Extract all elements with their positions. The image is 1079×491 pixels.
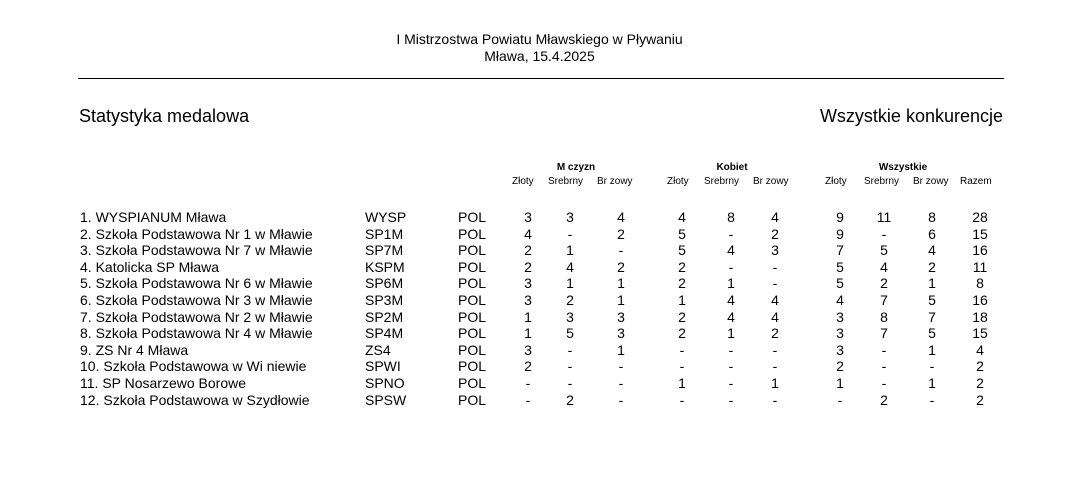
team-name: 8. Szkoła Podstawowa Nr 4 w Mławie bbox=[80, 325, 313, 342]
women-silver-cell: 4 bbox=[727, 242, 735, 259]
women-silver-cell: - bbox=[728, 341, 734, 358]
team-country: POL bbox=[458, 308, 487, 325]
all-bronze-cell: 5 bbox=[928, 325, 936, 342]
men-silver-cell: - bbox=[567, 375, 573, 391]
team-country: POL bbox=[458, 209, 487, 225]
team-name: 7. Szkoła Podstawowa Nr 2 w Mławie bbox=[80, 308, 313, 325]
men-gold-cell: 1 bbox=[524, 325, 532, 342]
men-bronze-header: Br zowy bbox=[597, 176, 633, 187]
women-silver-cell: 4 bbox=[727, 292, 735, 308]
men-gold-cell: 2 bbox=[524, 358, 532, 375]
table-row bbox=[0, 358, 1079, 375]
women-bronze-cell: - bbox=[772, 258, 778, 275]
women-silver-cell: 4 bbox=[727, 308, 735, 325]
all-bronze-cell: 7 bbox=[928, 308, 936, 325]
all-silver-cell: 2 bbox=[880, 391, 888, 408]
all-total-cell: 16 bbox=[972, 292, 988, 308]
all-silver-cell: 5 bbox=[880, 242, 888, 259]
all-total-cell: 8 bbox=[976, 275, 984, 292]
men-bronze-cell: 4 bbox=[617, 209, 625, 225]
title-line-2: Mława, 15.4.2025 bbox=[484, 48, 595, 64]
team-code: SPNO bbox=[365, 375, 405, 391]
all-bronze-header: Br zowy bbox=[913, 176, 949, 187]
women-silver-cell: - bbox=[728, 391, 734, 408]
men-gold-cell: 4 bbox=[524, 225, 532, 242]
table-row bbox=[0, 342, 1079, 359]
team-country: POL bbox=[458, 391, 487, 408]
men-silver-cell: 2 bbox=[566, 391, 574, 408]
women-bronze-cell: - bbox=[772, 341, 778, 358]
table-row bbox=[0, 325, 1079, 342]
document-title bbox=[0, 31, 1079, 65]
men-silver-cell: 1 bbox=[566, 242, 574, 259]
women-gold-cell: - bbox=[679, 358, 685, 375]
all-bronze-cell: 8 bbox=[928, 209, 936, 225]
all-gold-cell: - bbox=[837, 391, 843, 408]
men-silver-cell: 1 bbox=[566, 275, 574, 292]
table-row bbox=[0, 309, 1079, 326]
team-code: ZS4 bbox=[365, 341, 391, 358]
team-country: POL bbox=[458, 375, 487, 391]
women-bronze-cell: 2 bbox=[771, 325, 779, 342]
team-code: SP6M bbox=[365, 275, 404, 292]
all-silver-cell: - bbox=[881, 358, 887, 375]
all-silver-cell: 7 bbox=[880, 325, 888, 342]
team-country: POL bbox=[458, 275, 487, 292]
women-gold-cell: 2 bbox=[678, 325, 686, 342]
all-gold-cell: 1 bbox=[836, 375, 844, 391]
women-bronze-cell: 4 bbox=[771, 308, 779, 325]
all-total-cell: 11 bbox=[972, 258, 988, 275]
all-gold-cell: 5 bbox=[836, 275, 844, 292]
men-bronze-cell: 3 bbox=[617, 308, 625, 325]
men-bronze-cell: - bbox=[618, 358, 624, 375]
women-bronze-header: Br zowy bbox=[753, 176, 789, 187]
women-bronze-cell: - bbox=[772, 358, 778, 375]
women-silver-cell: 8 bbox=[727, 209, 735, 225]
women-bronze-cell: - bbox=[772, 391, 778, 408]
team-name: 1. WYSPIANUM Mława bbox=[80, 209, 227, 225]
team-code: SP3M bbox=[365, 292, 404, 308]
all-bronze-cell: 5 bbox=[928, 292, 936, 308]
men-gold-cell: 3 bbox=[524, 275, 532, 292]
men-bronze-cell: 2 bbox=[617, 225, 625, 242]
title-line-1: I Mistrzostwa Powiatu Mławskiego w Pływaniu bbox=[396, 31, 683, 47]
team-name: 12. Szkoła Podstawowa w Szydłowie bbox=[80, 391, 310, 408]
men-bronze-cell: - bbox=[618, 391, 624, 408]
all-gold-cell: 7 bbox=[836, 242, 844, 259]
women-gold-cell: 4 bbox=[678, 209, 686, 225]
all-total-cell: 16 bbox=[972, 242, 988, 259]
group-all-header: Wszystkie bbox=[878, 162, 928, 173]
men-silver-header: Srebrny bbox=[548, 176, 584, 187]
women-gold-cell: 2 bbox=[678, 308, 686, 325]
women-gold-cell: 2 bbox=[678, 258, 686, 275]
team-name: 2. Szkoła Podstawowa Nr 1 w Mławie bbox=[80, 225, 313, 242]
all-total-cell: 18 bbox=[972, 308, 988, 325]
women-bronze-cell: 3 bbox=[771, 242, 779, 259]
women-silver-header: Srebrny bbox=[704, 176, 740, 187]
all-silver-cell: 11 bbox=[876, 209, 892, 225]
table-row bbox=[0, 259, 1079, 276]
table-row bbox=[0, 226, 1079, 243]
group-women-header: Kobiet bbox=[716, 162, 748, 173]
women-bronze-cell: 4 bbox=[771, 292, 779, 308]
men-gold-cell: 1 bbox=[524, 308, 532, 325]
men-bronze-cell: - bbox=[618, 242, 624, 259]
team-code: WYSP bbox=[365, 209, 407, 225]
men-gold-cell: 3 bbox=[524, 341, 532, 358]
team-code: SP1M bbox=[365, 225, 404, 242]
team-country: POL bbox=[458, 358, 487, 375]
all-silver-cell: - bbox=[881, 375, 887, 391]
group-men-header: M czyzn bbox=[556, 162, 596, 173]
women-bronze-cell: 1 bbox=[771, 375, 779, 391]
team-country: POL bbox=[458, 225, 487, 242]
all-gold-header: Złoty bbox=[825, 176, 847, 187]
men-bronze-cell: - bbox=[618, 375, 624, 391]
table-row bbox=[0, 209, 1079, 226]
team-name: 5. Szkoła Podstawowa Nr 6 w Mławie bbox=[80, 275, 313, 292]
table-row bbox=[0, 242, 1079, 259]
men-silver-cell: 5 bbox=[566, 325, 574, 342]
all-gold-cell: 3 bbox=[836, 325, 844, 342]
all-bronze-cell: 2 bbox=[928, 258, 936, 275]
men-bronze-cell: 1 bbox=[617, 292, 625, 308]
all-silver-cell: 2 bbox=[880, 275, 888, 292]
table-row bbox=[0, 292, 1079, 309]
all-silver-cell: - bbox=[881, 341, 887, 358]
section-scope: Wszystkie konkurencje bbox=[819, 106, 1003, 126]
men-silver-cell: 2 bbox=[566, 292, 574, 308]
women-silver-cell: 1 bbox=[727, 275, 735, 292]
all-gold-cell: 3 bbox=[836, 308, 844, 325]
team-name: 11. SP Nosarzewo Borowe bbox=[80, 375, 247, 391]
men-gold-cell: 2 bbox=[524, 258, 532, 275]
all-bronze-cell: 1 bbox=[928, 275, 936, 292]
all-total-cell: 15 bbox=[972, 225, 988, 242]
men-silver-cell: - bbox=[567, 225, 573, 242]
team-name: 6. Szkoła Podstawowa Nr 3 w Mławie bbox=[80, 292, 313, 308]
women-gold-header: Złoty bbox=[667, 176, 689, 187]
women-silver-cell: - bbox=[728, 225, 734, 242]
team-code: SP7M bbox=[365, 242, 404, 259]
men-bronze-cell: 2 bbox=[617, 258, 625, 275]
all-total-cell: 4 bbox=[976, 341, 984, 358]
men-silver-cell: 4 bbox=[566, 258, 574, 275]
all-total-cell: 2 bbox=[976, 375, 984, 391]
all-total-cell: 15 bbox=[972, 325, 988, 342]
women-gold-cell: - bbox=[679, 341, 685, 358]
all-total-cell: 2 bbox=[976, 358, 984, 375]
women-silver-cell: - bbox=[728, 358, 734, 375]
men-silver-cell: 3 bbox=[566, 308, 574, 325]
men-bronze-cell: 1 bbox=[617, 341, 625, 358]
all-silver-cell: 4 bbox=[880, 258, 888, 275]
women-gold-cell: 5 bbox=[678, 242, 686, 259]
all-bronze-cell: 4 bbox=[928, 242, 936, 259]
team-country: POL bbox=[458, 258, 487, 275]
team-name: 10. Szkoła Podstawowa w Wi niewie bbox=[80, 358, 307, 375]
all-total-cell: 28 bbox=[972, 209, 988, 225]
women-bronze-cell: 2 bbox=[771, 225, 779, 242]
all-bronze-cell: - bbox=[929, 391, 935, 408]
all-silver-header: Srebrny bbox=[864, 176, 900, 187]
team-name: 9. ZS Nr 4 Mława bbox=[80, 341, 189, 358]
table-row bbox=[0, 275, 1079, 292]
women-silver-cell: 1 bbox=[727, 325, 735, 342]
all-gold-cell: 4 bbox=[836, 292, 844, 308]
all-silver-cell: - bbox=[881, 225, 887, 242]
all-silver-cell: 7 bbox=[880, 292, 888, 308]
men-gold-cell: 2 bbox=[524, 242, 532, 259]
women-gold-cell: 1 bbox=[678, 375, 686, 391]
all-total-cell: 2 bbox=[976, 391, 984, 408]
men-silver-cell: - bbox=[567, 341, 573, 358]
women-gold-cell: 5 bbox=[678, 225, 686, 242]
team-code: SP2M bbox=[365, 308, 404, 325]
all-bronze-cell: - bbox=[929, 358, 935, 375]
team-code: SP4M bbox=[365, 325, 404, 342]
men-gold-cell: - bbox=[525, 375, 531, 391]
women-silver-cell: - bbox=[728, 258, 734, 275]
team-country: POL bbox=[458, 325, 487, 342]
women-gold-cell: 1 bbox=[678, 292, 686, 308]
team-code: SPSW bbox=[365, 391, 407, 408]
all-gold-cell: 5 bbox=[836, 258, 844, 275]
all-bronze-cell: 1 bbox=[928, 375, 936, 391]
all-gold-cell: 2 bbox=[836, 358, 844, 375]
men-gold-header: Złoty bbox=[512, 176, 534, 187]
men-bronze-cell: 1 bbox=[617, 275, 625, 292]
header-divider bbox=[78, 78, 1004, 79]
men-silver-cell: 3 bbox=[566, 209, 574, 225]
team-country: POL bbox=[458, 242, 487, 259]
women-silver-cell: - bbox=[728, 375, 734, 391]
men-silver-cell: - bbox=[567, 358, 573, 375]
table-row bbox=[0, 375, 1079, 392]
women-gold-cell: - bbox=[679, 391, 685, 408]
all-silver-cell: 8 bbox=[880, 308, 888, 325]
team-name: 3. Szkoła Podstawowa Nr 7 w Mławie bbox=[80, 242, 313, 259]
all-total-header: Razem bbox=[960, 176, 992, 187]
men-gold-cell: 3 bbox=[524, 292, 532, 308]
team-country: POL bbox=[458, 292, 487, 308]
team-code: SPWI bbox=[365, 358, 401, 375]
all-bronze-cell: 6 bbox=[928, 225, 936, 242]
table-row bbox=[0, 392, 1079, 409]
men-gold-cell: 3 bbox=[524, 209, 532, 225]
all-gold-cell: 9 bbox=[836, 225, 844, 242]
all-gold-cell: 3 bbox=[836, 341, 844, 358]
women-gold-cell: 2 bbox=[678, 275, 686, 292]
all-gold-cell: 9 bbox=[836, 209, 844, 225]
team-code: KSPM bbox=[365, 258, 405, 275]
section-title: Statystyka medalowa bbox=[79, 106, 250, 126]
all-bronze-cell: 1 bbox=[928, 341, 936, 358]
team-country: POL bbox=[458, 341, 487, 358]
women-bronze-cell: 4 bbox=[771, 209, 779, 225]
team-name: 4. Katolicka SP Mława bbox=[80, 258, 220, 275]
men-gold-cell: - bbox=[525, 391, 531, 408]
women-bronze-cell: - bbox=[772, 275, 778, 292]
men-bronze-cell: 3 bbox=[617, 325, 625, 342]
